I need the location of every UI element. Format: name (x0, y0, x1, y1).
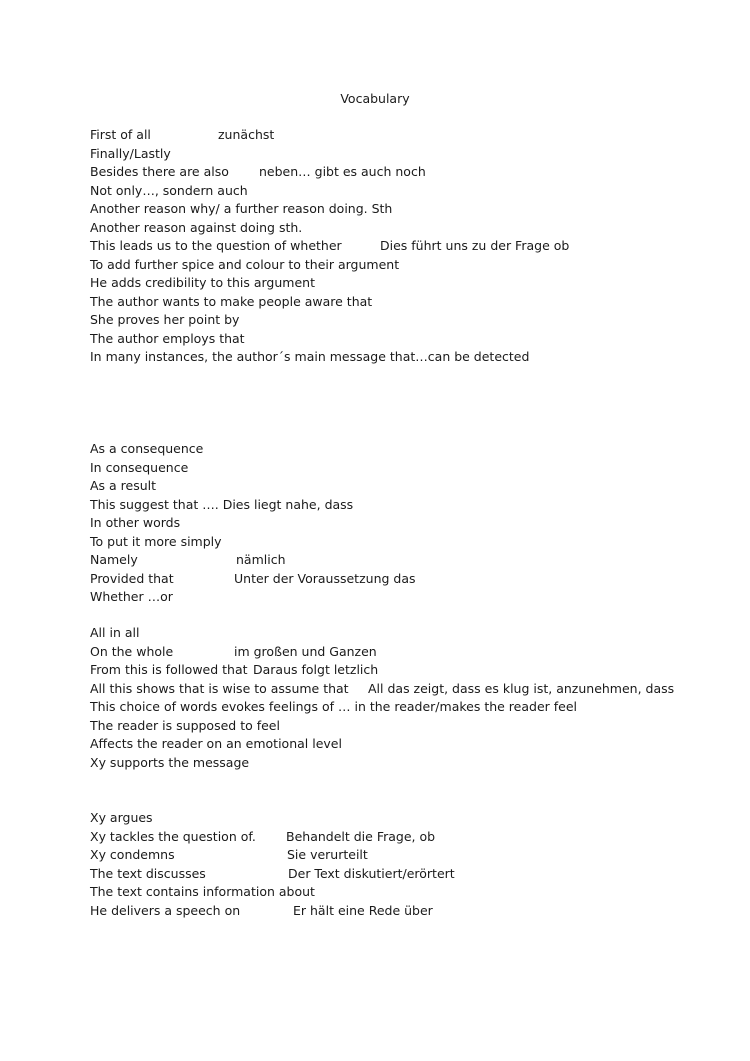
vocab-section-describing (90, 809, 710, 920)
vocab-entry (90, 256, 710, 275)
vocab-entry (90, 311, 710, 330)
english-phrase: The author employs that (90, 330, 245, 346)
english-phrase: To add further spice and colour to their argument (90, 256, 400, 272)
english-phrase: This suggest that …. Dies liegt nahe, dass (90, 496, 354, 512)
vocab-entry (90, 809, 710, 828)
vocab-entry (90, 883, 710, 902)
vocab-entry (90, 624, 710, 643)
vocab-entry (90, 163, 710, 182)
english-phrase: All this shows that is wise to assume that (90, 680, 349, 696)
german-translation: nämlich (236, 552, 286, 567)
vocab-entry (90, 330, 710, 349)
german-translation: Unter der Voraussetzung das (234, 570, 416, 586)
english-phrase: Provided that (90, 570, 174, 586)
vocab-entry (90, 588, 710, 607)
vocab-entry (90, 533, 710, 552)
english-phrase: Another reason against doing sth. (90, 219, 303, 235)
german-translation: All das zeigt, dass es klug ist, anzunehmen, dass (368, 680, 675, 696)
english-phrase: She proves her point by (90, 312, 240, 327)
vocab-entry (90, 828, 710, 847)
english-phrase: Xy condemns (90, 847, 175, 862)
vocab-entry (90, 293, 710, 312)
vocab-entry (90, 698, 710, 717)
english-phrase: This leads us to the question of whether (90, 238, 342, 253)
english-phrase: Xy tackles the question of. (90, 828, 256, 844)
english-phrase: Another reason why/ a further reason doing. Sth (90, 201, 393, 216)
english-phrase: Xy supports the message (90, 754, 250, 770)
vocab-entry (90, 200, 710, 219)
german-translation: Der Text diskutiert/erörtert (288, 865, 455, 881)
vocab-entry (90, 145, 710, 164)
vocab-section-consequences (90, 440, 710, 607)
vocab-entry (90, 459, 710, 478)
english-phrase: Namely (90, 552, 138, 567)
vocab-entry (90, 717, 710, 736)
english-phrase: As a result (90, 478, 157, 493)
vocab-section-connectives (90, 126, 710, 367)
vocab-entry (90, 680, 710, 699)
vocab-entry (90, 182, 710, 201)
english-phrase: As a consequence (90, 441, 204, 456)
english-phrase: Finally/Lastly (90, 145, 171, 161)
english-phrase: Xy argues (90, 810, 153, 825)
english-phrase: In other words (90, 515, 181, 530)
vocab-entry (90, 754, 710, 773)
english-phrase: First of all (90, 127, 151, 142)
german-translation: zunächst (218, 127, 275, 142)
vocab-entry (90, 477, 710, 496)
vocab-entry (90, 274, 710, 293)
german-translation: Daraus folgt letzlich (253, 662, 379, 677)
vocab-entry (90, 496, 710, 515)
english-phrase: Whether …or (90, 589, 173, 604)
vocab-entry (90, 237, 710, 256)
german-translation: Sie verurteilt (287, 847, 368, 862)
english-phrase: On the whole (90, 643, 174, 659)
english-phrase: He adds credibility to this argument (90, 275, 315, 290)
vocab-entry (90, 661, 710, 680)
vocab-entry (90, 514, 710, 533)
english-phrase: The author wants to make people aware that (90, 293, 373, 309)
vocab-entry (90, 348, 710, 367)
page-title: Vocabulary (340, 91, 410, 106)
vocab-entry (90, 551, 710, 570)
vocab-entry (90, 846, 710, 865)
german-translation: Behandelt die Frage, ob (286, 828, 436, 844)
vocab-entry (90, 219, 710, 238)
english-phrase: The text contains information about (90, 884, 315, 899)
vocab-entry (90, 126, 710, 145)
english-phrase: The text discusses (90, 865, 206, 881)
vocab-section-conclusion (90, 624, 710, 772)
english-phrase: In consequence (90, 459, 189, 475)
english-phrase: All in all (90, 625, 140, 640)
german-translation: Er hält eine Rede über (293, 902, 433, 918)
german-translation: im großen und Ganzen (234, 643, 377, 659)
german-translation: Dies führt uns zu der Frage ob (380, 238, 570, 253)
english-phrase: Not only…, sondern auch (90, 182, 248, 198)
english-phrase: In many instances, the author´s main message that…can be detected (90, 349, 530, 364)
vocab-entry (90, 735, 710, 754)
vocab-entry (90, 440, 710, 459)
english-phrase: To put it more simply (90, 533, 222, 549)
english-phrase: This choice of words evokes feelings of … in the reader/makes the reader feel (90, 699, 578, 714)
vocab-entry (90, 902, 710, 921)
english-phrase: He delivers a speech on (90, 902, 241, 918)
vocab-entry (90, 570, 710, 589)
vocab-entry (90, 643, 710, 662)
english-phrase: Besides there are also (90, 164, 229, 179)
english-phrase: The reader is supposed to feel (90, 717, 280, 733)
german-translation: neben… gibt es auch noch (259, 164, 426, 179)
english-phrase: Affects the reader on an emotional level (90, 736, 342, 751)
english-phrase: From this is followed that (90, 662, 248, 677)
vocab-entry (90, 865, 710, 884)
